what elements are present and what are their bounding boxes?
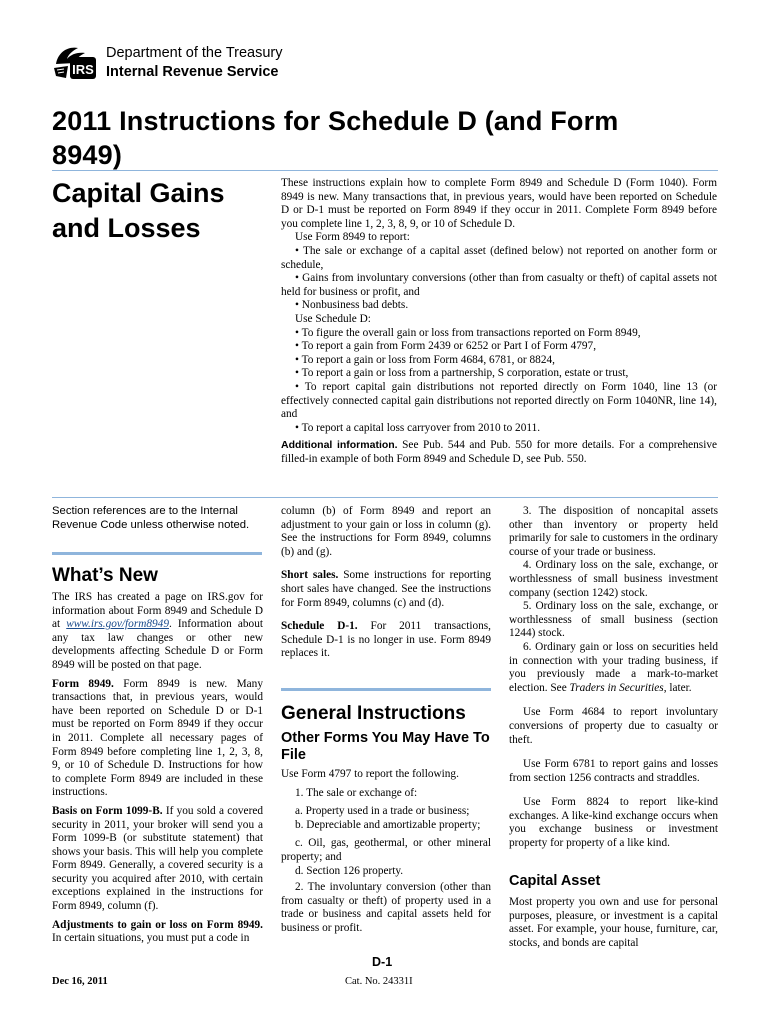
catalog-number: Cat. No. 24331I — [345, 976, 413, 987]
whats-new-heading: What’s New — [52, 565, 158, 586]
col3-body — [509, 505, 718, 851]
form-8949-para: Form 8949. Form 8949 is new. Many transactions that, in previous years, would have been reported on Schedule D or D-1 must be reported on Form 8949 if they occur in 2011. Complete all necessary pages of Form 8949 before completing line 1, 2, 3, 8, 9, or 10 of Schedule D. Instructions for how to complete Form 8949 are included in these instructions. — [52, 677, 263, 799]
col2-rule — [281, 688, 491, 691]
bullet-d-6: • To report a capital loss carryover from 2010 to 2011. — [295, 421, 541, 434]
schedule-d1-para: Schedule D-1. For 2011 transactions, Schedule D-1 is no longer in use. Form 8949 replaces it. — [281, 620, 491, 660]
item-1b: b. Depreciable and amortizable property; — [295, 818, 481, 831]
basis-1099b-para: Basis on Form 1099-B. If you sold a covered security in 2011, your broker will send you a Form 1099-B (or substitute statement) that shows your basis. This will help you complete Form 8949. Generally, a covered security is a security you acquired after 2010, with certain exceptions explained in the instructions for Form 8949, column (f). — [52, 804, 263, 913]
item-3: 3. The disposition of noncapital assets other than inventory or property held primarily for sale to customers in the ordinary course of your trade or business. — [509, 505, 718, 558]
additional-information: Additional information. See Pub. 544 and Pub. 550 for more details. For a comprehensive filled-in example of both Form 8949 and Schedule D, see Pub. 550. — [281, 439, 717, 465]
section-rule — [52, 497, 718, 498]
general-instructions-heading: General Instructions — [281, 703, 466, 724]
subtitle: Capital Gains and Losses — [52, 178, 225, 243]
col2-top — [281, 505, 491, 661]
item-1d: d. Section 126 property. — [295, 864, 404, 877]
form-4684-para: Use Form 4684 to report involuntary conversions of property due to casualty or theft. — [509, 706, 718, 746]
item-1a: a. Property used in a trade or business; — [295, 805, 470, 818]
item-6: 6. Ordinary gain or loss on securities held in connection with your trading business, if you previously made a mark-to-market election. See Traders in Securities, later. — [509, 640, 718, 694]
bullet-8949-2: • Gains from involuntary conversions (other than from casualty or theft) of capital assets not held for business or profit, and — [281, 272, 717, 298]
page-number: D-1 — [372, 955, 393, 969]
agency-line2: Internal Revenue Service — [106, 64, 279, 80]
bullet-d-3: • To report a gain or loss from Form 4684, 6781, or 8824, — [295, 353, 555, 366]
bullet-d-2: • To report a gain from Form 2439 or 6252 or Part I of Form 4797, — [295, 340, 597, 353]
adjustments-para: Adjustments to gain or loss on Form 8949. In certain situations, you must put a code in — [52, 918, 263, 945]
page-title: 2011 Instructions for Schedule D (and Form 8949) — [52, 106, 619, 170]
item-1c: c. Oil, gas, geothermal, or other mineral property; and — [281, 837, 491, 863]
form-8824-para: Use Form 8824 to report like-kind exchanges. A like-kind exchange occurs when you exchange business or investment property for property of a like kind. — [509, 796, 718, 850]
svg-text:IRS: IRS — [72, 62, 94, 77]
bullet-d-5: • To report capital gain distributions not reported directly on Form 1040, line 13 (or effectively connected capital gain distributions not reported directly on Form 1040NR, line 14), and — [281, 380, 717, 421]
item-4: 4. Ordinary loss on the sale, exchange, or worthlessness of small business investment company (section 1242) stock. — [509, 559, 718, 599]
capital-asset-text: Most property you own and use for personal purposes, pleasure, or investment is a capital asset. For example, your house, furniture, car, stocks, and bonds are capital — [509, 896, 718, 949]
col1-rule — [52, 552, 262, 555]
intro-block — [281, 177, 717, 466]
footer-date: Dec 16, 2011 — [52, 976, 108, 987]
use-schedule-d-label: Use Schedule D: — [295, 312, 371, 325]
whats-new-text: The IRS has created a page on IRS.gov for information about Form 8949 and Schedule D at www.irs.gov/form8949. Information about any tax law changes or other new developments affecting Schedule D or Form 8949 will be posted on that page. — [52, 591, 263, 671]
short-sales-para: Short sales. Some instructions for reporting short sales have changed. See the instructions for Form 8949, columns (c) and (d). — [281, 569, 492, 609]
bullet-d-1: • To figure the overall gain or loss from transactions reported on Form 8949, — [295, 326, 641, 339]
irs-logo — [52, 44, 98, 82]
bullet-8949-3: • Nonbusiness bad debts. — [295, 299, 409, 312]
item-5: 5. Ordinary loss on the sale, exchange, or worthlessness of small business (section 1244) stock. — [509, 600, 718, 640]
form-6781-para: Use Form 6781 to report gains and losses from section 1256 contracts and straddles. — [509, 758, 718, 784]
bullet-8949-1: • The sale or exchange of a capital asset (defined below) not reported on another form or schedule, — [281, 244, 717, 271]
irs-form8949-link[interactable]: www.irs.gov/form8949 — [66, 618, 169, 631]
agency-line1: Department of the Treasury — [106, 45, 283, 61]
column-b-continued: column (b) of Form 8949 and report an adjustment to your gain or loss in column (g). See the instructions for Form 8949, columns (b) and (g). — [281, 505, 491, 558]
irs-eagle-logo-icon — [52, 44, 98, 82]
item-1: 1. The sale or exchange of: — [295, 786, 418, 799]
item-2: 2. The involuntary conversion (other than from casualty or theft) of property used in a trade or business and capital assets held for business or profit. — [281, 881, 491, 934]
col2-body — [281, 768, 491, 936]
capital-asset-heading: Capital Asset — [509, 873, 601, 889]
other-forms-heading: Other Forms You May Have To File — [281, 730, 490, 763]
use-8949-label: Use Form 8949 to report: — [295, 231, 410, 244]
bullet-d-4: • To report a gain or loss from a partnership, S corporation, estate or trust, — [295, 367, 629, 380]
title-rule — [52, 170, 718, 171]
use-4797-para: Use Form 4797 to report the following. — [281, 768, 459, 780]
section-references-note: Section references are to the Internal Revenue Code unless otherwise noted. — [52, 505, 250, 531]
intro-para: These instructions explain how to complete Form 8949 and Schedule D (Form 1040). Form 8949 is new. Many transactions that, in previous years, would have been reported on Schedule D or D-1 must be reported on Form 8949 if they occur in 2011. Complete Form 8949 before you complete line 1, 2, 3, 8, 9, or 10 of Schedule D. — [281, 177, 717, 230]
col1-body — [52, 591, 263, 946]
